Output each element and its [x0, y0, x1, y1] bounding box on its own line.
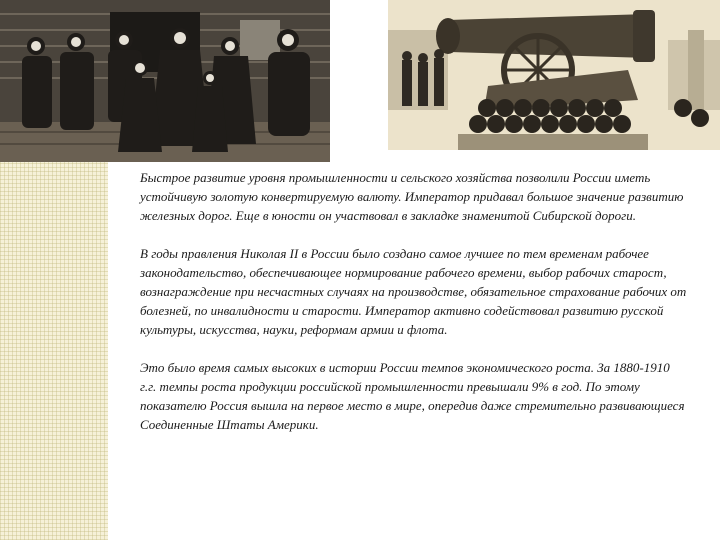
- decorative-side-strip: [0, 160, 108, 540]
- tsar-cannon-photo: [388, 0, 720, 150]
- paragraph-growth: Это было время самых высоких в истории России темпов экономического роста. За 1880-1910 г.г. темпы роста продукции российской промышленности превышали 9% в год. По этому показателю Россия вышла на первое место в мире, опередив даже стремительно развивающиеся Соединенные Штаты Америки.: [140, 359, 685, 433]
- family-photo: [0, 0, 330, 162]
- paragraph-economy: Быстрое развитие уровня промышленности и сельского хозяйства позволили России иметь устойчивую золотую конвертируемую валюту. Император придавал большое значение развитию железных дорог. Еще в юности он участвовал в закладке знаменитой Сибирской дороги.: [140, 170, 684, 224]
- article-text: [140, 168, 688, 452]
- paragraph-labor-law: В годы правления Николая II в России было создано самое лучшее по тем временам рабочее законодательство, обеспечивающее нормирование рабочего времени, выбор рабочих старост, вознаграждение при несчастных случаях на производстве, обязательное страхование рабочих от болезней, по инвалидности и старости. Император активно содействовал развитию русской культуры, искусства, науки, реформам армии и флота.: [140, 245, 687, 338]
